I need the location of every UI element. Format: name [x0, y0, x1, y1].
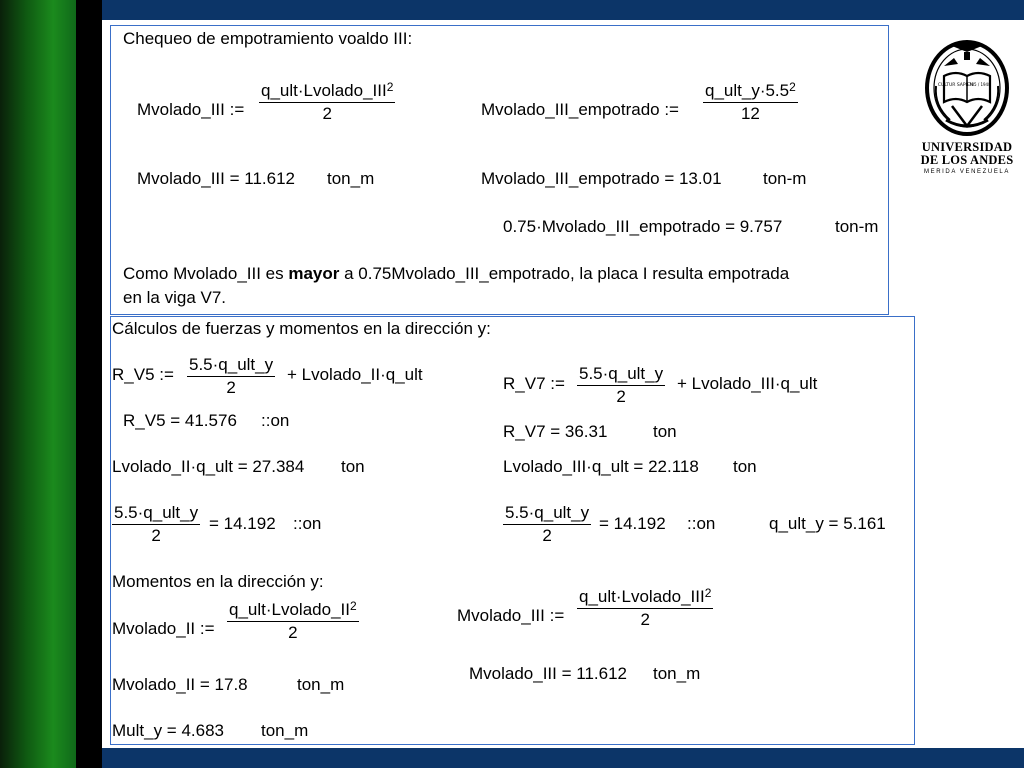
m3-def-numerator: q_ult·Lvolado_III [579, 587, 705, 606]
conclusion-bold: mayor [288, 264, 340, 283]
panel2-title: Cálculos de fuerzas y momentos en la dirección y: [112, 319, 491, 338]
res2-value: Mvolado_III_empotrado = 13.01 [481, 169, 722, 188]
lq3-result: Lvolado_III·q_ult = 22.118 [503, 457, 699, 476]
def1-numerator: q_ult·Lvolado_III [261, 81, 387, 100]
left-dark-strip [76, 0, 102, 768]
def2-exponent: 2 [789, 80, 796, 94]
panel1-title: Chequeo de empotramiento voaldo III: [123, 29, 413, 48]
lq2-unit: ton [341, 457, 365, 476]
frac-left-rhs: = 14.192 [209, 514, 276, 533]
rv7-result: R_V7 = 36.31 [503, 422, 608, 441]
lq3-unit: ton [733, 457, 757, 476]
m2-result: Mvolado_II = 17.8 [112, 675, 248, 694]
rv7-def-numerator: 5.5·q_ult_y [577, 364, 665, 386]
frac-right-numerator: 5.5·q_ult_y [503, 503, 591, 525]
rv5-def-fraction [187, 355, 275, 399]
res3-unit: ton-m [835, 217, 879, 236]
empotramiento-check-panel [110, 25, 889, 315]
m3-def-lhs: Mvolado_III := [457, 606, 565, 625]
frac-right-rhs: = 14.192 [599, 514, 666, 533]
university-crest-icon [922, 36, 1012, 136]
rv5-def-numerator: 5.5·q_ult_y [187, 355, 275, 377]
logo-line1: UNIVERSIDAD [921, 140, 1013, 154]
top-blue-bar [102, 0, 1024, 20]
left-green-band [0, 0, 76, 768]
rv7-def-denominator: 2 [616, 387, 626, 406]
university-logo [918, 36, 1016, 175]
m2-def-lhs: Mvolado_II := [112, 619, 215, 638]
logo-line3: MERIDA VENEZUELA [924, 169, 1010, 175]
qulty-result: q_ult_y = 5.161 [769, 514, 886, 533]
def1-denominator: 2 [322, 104, 332, 123]
def1-fraction [259, 81, 395, 125]
crest-book-left: CULTUR SAPIEN [937, 83, 974, 88]
m2-def-denominator: 2 [288, 623, 298, 642]
frac-right-unit: ::on [687, 514, 716, 533]
m2-def-exponent: 2 [349, 599, 357, 613]
conclusion-text-a: Como Mvolado_III es [123, 264, 289, 283]
m3-unit: ton_m [653, 664, 701, 683]
frac-left-denominator: 2 [151, 526, 161, 545]
def2-denominator: 12 [740, 104, 760, 123]
m2-def-fraction [227, 600, 359, 644]
forces-moments-panel [110, 316, 915, 745]
rv5-def-lhs: R_V5 := [112, 365, 174, 384]
m3-def-denominator: 2 [640, 610, 650, 629]
mult-result: Mult_y = 4.683 [112, 721, 224, 740]
moments-title: Momentos en la dirección y: [112, 572, 324, 591]
lq2-result: Lvolado_II·q_ult = 27.384 [112, 457, 305, 476]
rv5-def-rhs: + Lvolado_II·q_ult [287, 365, 423, 384]
m2-unit: ton_m [297, 675, 345, 694]
logo-line2: DE LOS ANDES [920, 153, 1014, 167]
res1-unit: ton_m [327, 169, 375, 188]
m3-def-fraction [577, 587, 713, 631]
conclusion-line1 [123, 264, 789, 284]
rv5-def-denominator: 2 [226, 378, 236, 397]
m2-def-numerator: q_ult·Lvolado_II [229, 600, 350, 619]
m3-result: Mvolado_III = 11.612 [469, 664, 627, 683]
def2-numerator: q_ult_y·5.5 [705, 81, 790, 100]
frac-left-numerator: 5.5·q_ult_y [112, 503, 200, 525]
res2-unit: ton-m [763, 169, 807, 188]
m3-def-exponent: 2 [704, 586, 712, 600]
rv5-result: R_V5 = 41.576 [123, 411, 237, 430]
res3-value: 0.75·Mvolado_III_empotrado = 9.757 [503, 217, 783, 236]
rv5-unit: ::on [261, 411, 290, 430]
rv7-def-fraction [577, 364, 665, 408]
conclusion-text-b: a 0.75Mvolado_III_empotrado, la placa I resulta empotrada [339, 264, 790, 283]
bottom-blue-bar [102, 748, 1024, 768]
frac-left [112, 503, 200, 547]
frac-left-unit: ::on [293, 514, 322, 533]
def2-lhs: Mvolado_III_empotrado := [481, 100, 679, 119]
res1-value: Mvolado_III = 11.612 [137, 169, 295, 188]
frac-right [503, 503, 591, 547]
rv7-def-rhs: + Lvolado_III·q_ult [677, 374, 818, 393]
def1-lhs: Mvolado_III := [137, 100, 245, 119]
def2-fraction [703, 81, 798, 125]
frac-right-denominator: 2 [542, 526, 552, 545]
def1-exponent: 2 [386, 80, 394, 94]
crest-book-right: 1785 / 1948 [966, 82, 991, 87]
rv7-unit: ton [653, 422, 677, 441]
conclusion-line2: en la viga V7. [123, 288, 227, 307]
mult-unit: ton_m [261, 721, 309, 740]
rv7-def-lhs: R_V7 := [503, 374, 565, 393]
